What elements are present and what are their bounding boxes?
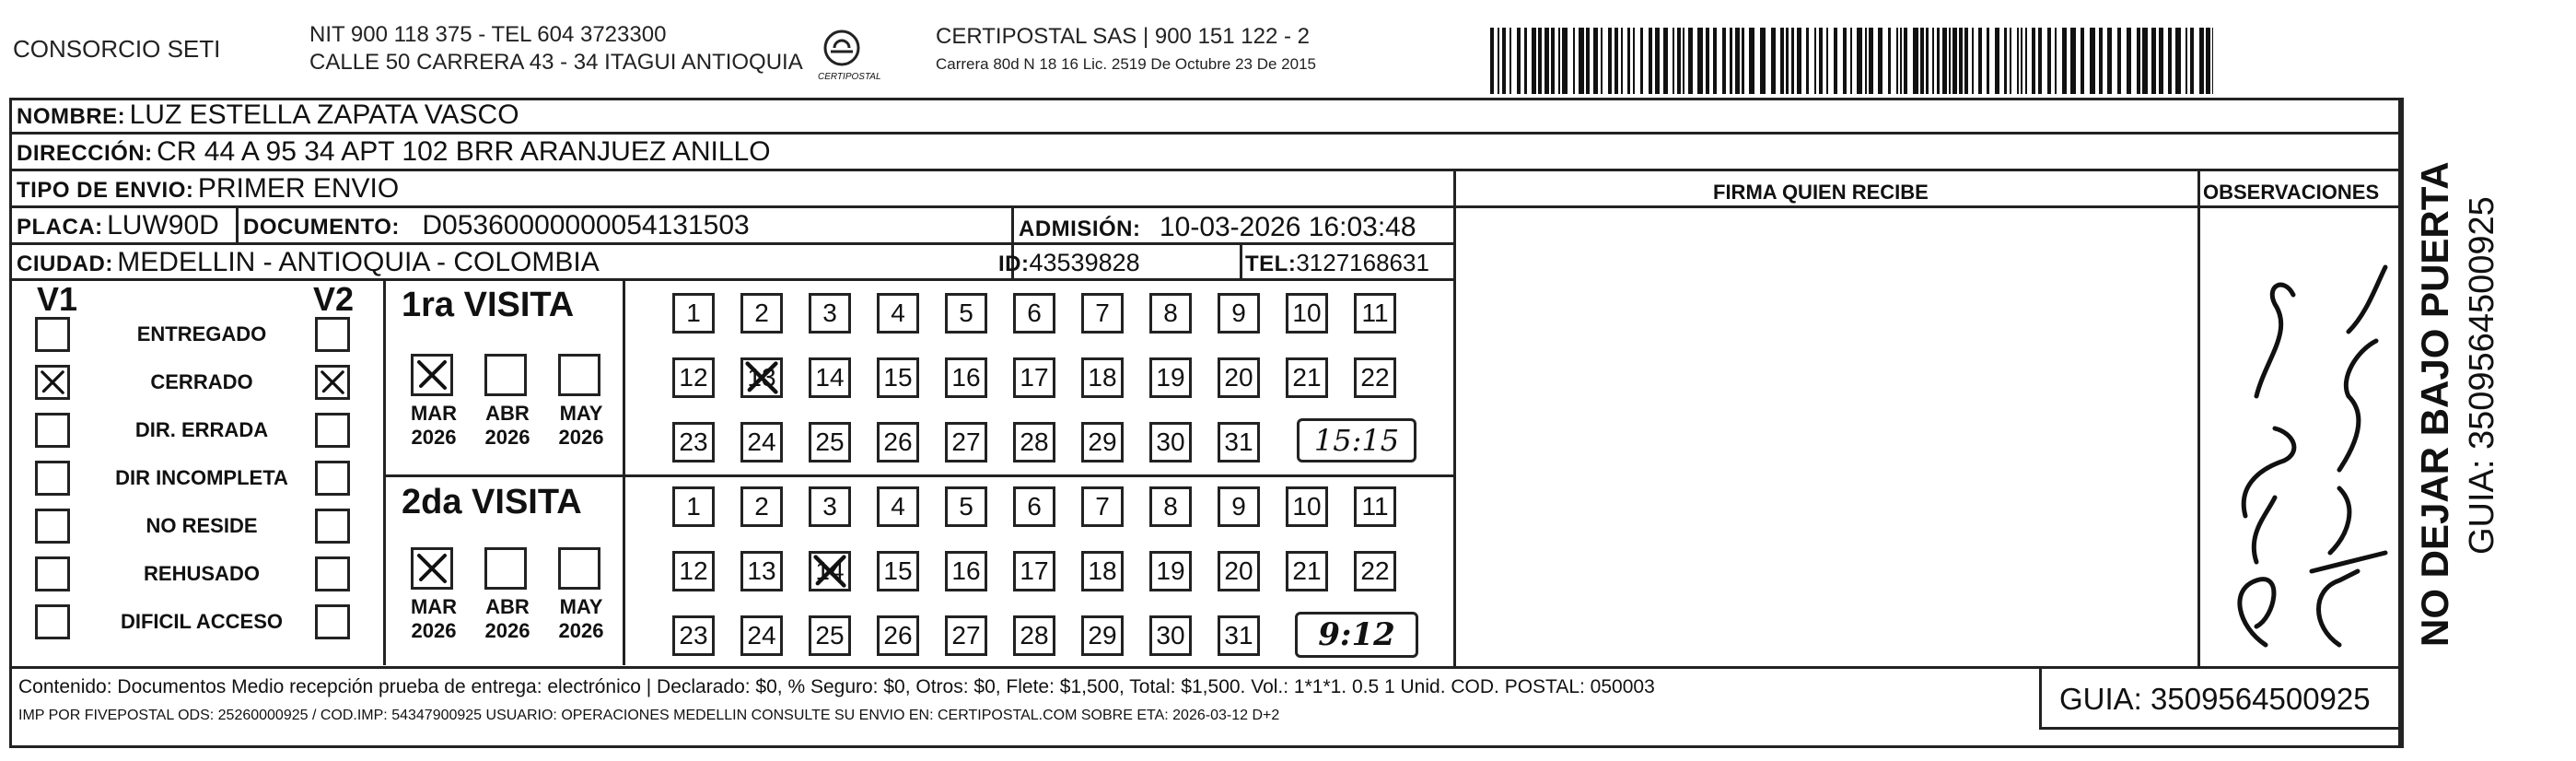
status-v1-checkbox[interactable]: [35, 365, 70, 400]
divider: [236, 205, 239, 242]
status-label: CERRADO: [150, 370, 253, 393]
status-v1-checkbox[interactable]: [35, 556, 70, 591]
footer-line2: IMP POR FIVEPOSTAL ODS: 25260000925 / COD.IMP: 54347900925 USUARIO: OPERACIONES MEDELLIN CONSULTE SU ENVIO EN: CERTIPOSTAL.COM SOBRE ETA: 2026-03-12 D+2: [18, 708, 1280, 723]
visit2-day-box[interactable]: 22: [1354, 551, 1396, 591]
month-name: ABR: [485, 595, 530, 618]
ciudad-field: [17, 247, 600, 278]
barcode-bar: [2081, 28, 2084, 94]
visit2-title: 2da VISITA: [402, 483, 582, 521]
x-mark-icon: [38, 368, 67, 397]
status-v1-checkbox[interactable]: [35, 604, 70, 639]
ciudad-value: MEDELLIN - ANTIOQUIA - COLOMBIA: [117, 247, 600, 277]
documento-label: DOCUMENTO:: [243, 215, 400, 240]
divider: [9, 169, 2401, 171]
barcode-bar: [1735, 28, 1740, 94]
month-name: MAY: [559, 595, 603, 618]
barcode-bar: [1730, 28, 1732, 94]
visit1-day-box[interactable]: 12: [672, 357, 715, 398]
barcode-bar: [2021, 28, 2022, 94]
visit1-day-box[interactable]: 29: [1081, 422, 1124, 462]
status-v2-checkbox[interactable]: [315, 461, 350, 496]
visit2-day-box[interactable]: 21: [1286, 551, 1328, 591]
month-year: 2026: [411, 426, 457, 449]
logo-text: CERTIPOSTAL: [818, 72, 881, 82]
visit1-day-box[interactable]: 30: [1149, 422, 1192, 462]
visit2-day-box[interactable]: 15: [877, 551, 919, 591]
status-v1-checkbox[interactable]: [35, 509, 70, 544]
visit1-day-box[interactable]: 21: [1286, 357, 1328, 398]
barcode-bar: [1742, 28, 1744, 94]
barcode-bar: [1544, 28, 1549, 94]
documento-value: D05360000000054131503: [422, 210, 750, 240]
visit1-day-box[interactable]: 17: [1013, 357, 1055, 398]
barcode-bar: [1538, 28, 1542, 94]
barcode-bar: [2127, 28, 2131, 94]
barcode-bar: [2137, 28, 2140, 94]
footer-line1: Contenido: Documentos Medio recepción prueba de entrega: electrónico | Declarado: $0, % Seguro: $0, Otros: $0, Flete: $1,500, Total: $1,500. Vol.: 1*1*1. 0.5 1 Unid. COD. POSTAL: 050003: [18, 676, 1655, 697]
divider: [383, 474, 1453, 477]
barcode-bar: [1926, 28, 1929, 94]
visit1-day-box[interactable]: 31: [1218, 422, 1260, 462]
barcode-bar: [2004, 28, 2007, 94]
status-v2-checkbox[interactable]: [315, 509, 350, 544]
visit2-month-label: [549, 595, 613, 643]
status-label: DIR. ERRADA: [134, 418, 269, 441]
status-v2-checkbox[interactable]: [315, 317, 350, 352]
visit2-day-box[interactable]: 25: [809, 615, 851, 656]
barcode-bar: [1663, 28, 1668, 94]
barcode-bar: [1826, 28, 1828, 94]
barcode-bar: [1972, 28, 1974, 94]
barcode-bar: [1797, 28, 1801, 94]
visit2-day-box[interactable]: 18: [1081, 551, 1124, 591]
barcode-bar: [1771, 28, 1776, 94]
visit2-day-box[interactable]: 27: [945, 615, 987, 656]
visit1-day-box[interactable]: 18: [1081, 357, 1124, 398]
barcode-bar: [1697, 28, 1703, 94]
visit2-day-box[interactable]: 5: [945, 486, 987, 527]
barcode-bar: [1843, 28, 1847, 94]
barcode-bar: [2010, 28, 2011, 94]
admision-label: ADMISIÓN:: [1019, 217, 1141, 241]
barcode-bar: [1573, 28, 1575, 94]
barcode-bar: [1509, 28, 1511, 94]
visit2-day-box[interactable]: 20: [1218, 551, 1260, 591]
visit2-day-box[interactable]: 14: [809, 551, 851, 591]
tipo-value: PRIMER ENVIO: [197, 173, 400, 204]
visit2-day-box[interactable]: 23: [672, 615, 715, 656]
visit2-day-box[interactable]: 3: [809, 486, 851, 527]
divider: [2039, 666, 2042, 727]
visit2-day-box[interactable]: 2: [740, 486, 783, 527]
barcode-bar: [1633, 28, 1635, 94]
tipo-label: TIPO DE ENVIO:: [17, 178, 194, 203]
visit1-day-box[interactable]: 1: [672, 293, 715, 334]
barcode-bar: [1964, 28, 1968, 94]
nombre-value: LUZ ESTELLA ZAPATA VASCO: [129, 100, 519, 130]
barcode-bar: [1677, 28, 1681, 94]
barcode-bar: [1551, 28, 1555, 94]
visit2-day-box[interactable]: 12: [672, 551, 715, 591]
visit1-month-checkbox[interactable]: [558, 354, 600, 396]
barcode-bar: [1502, 28, 1506, 94]
visit1-day-box[interactable]: 5: [945, 293, 987, 334]
visit1-day-box[interactable]: 11: [1354, 293, 1396, 334]
status-v2-checkbox[interactable]: [315, 556, 350, 591]
divider: [383, 278, 386, 665]
barcode-bar: [1498, 28, 1499, 94]
direccion-field: [17, 136, 771, 168]
nombre-label: NOMBRE:: [17, 104, 126, 129]
barcode-bar: [1850, 28, 1852, 94]
barcode-bar: [1878, 28, 1882, 94]
status-label: NO RESIDE: [146, 514, 258, 537]
visit2-day-box[interactable]: 26: [877, 615, 919, 656]
visit2-month-checkbox[interactable]: [558, 547, 600, 590]
barcode-bar: [1806, 28, 1809, 94]
tel-value: 3127168631: [1296, 249, 1429, 276]
license-line: Carrera 80d N 18 16 Lic. 2519 De Octubre 23 De 2015: [936, 55, 1316, 73]
visit1-month-checkbox[interactable]: [484, 354, 527, 396]
visit1-day-box[interactable]: 22: [1354, 357, 1396, 398]
status-label: DIR INCOMPLETA: [115, 466, 288, 489]
id-field: [998, 249, 1140, 277]
visit2-day-box[interactable]: 16: [945, 551, 987, 591]
x-mark-icon: [414, 550, 450, 587]
visit1-month-label: [549, 402, 613, 450]
barcode-bar: [1683, 28, 1684, 94]
company-name: CONSORCIO SETI: [13, 35, 221, 63]
visit2-day-box[interactable]: 7: [1081, 486, 1124, 527]
visit2-day-box[interactable]: 6: [1013, 486, 1055, 527]
visit1-day-box[interactable]: 2: [740, 293, 783, 334]
barcode-bar: [1562, 28, 1568, 94]
x-mark-icon: [318, 368, 347, 397]
status-label: ENTREGADO: [136, 322, 267, 345]
barcode-bar: [2206, 28, 2210, 94]
visit1-day-box[interactable]: 9: [1218, 293, 1260, 334]
barcode-bar: [1987, 28, 1989, 94]
status-v2-checkbox[interactable]: [315, 604, 350, 639]
barcode-bar: [1640, 28, 1643, 94]
firma-left-border: [1453, 169, 1456, 666]
barcode-bar: [1780, 28, 1784, 94]
v1-label: V1: [37, 280, 78, 318]
barcode-bar: [1865, 28, 1867, 94]
visit1-day-box[interactable]: 19: [1149, 357, 1192, 398]
barcode-bar: [1621, 28, 1623, 94]
visit1-month-label: [402, 402, 466, 450]
tel-field: [1245, 249, 1429, 277]
barcode-bar: [1786, 28, 1789, 94]
id-label: ID:: [998, 252, 1030, 276]
barcode-bar: [1688, 28, 1693, 94]
visit1-day-box[interactable]: 14: [809, 357, 851, 398]
visit1-day-box[interactable]: 6: [1013, 293, 1055, 334]
barcode-bar: [1490, 28, 1494, 94]
tel-label: TEL:: [1245, 252, 1297, 276]
barcode-bar: [2212, 28, 2213, 94]
visit2-day-box[interactable]: 1: [672, 486, 715, 527]
barcode-bar: [1673, 28, 1674, 94]
direccion-value: CR 44 A 95 34 APT 102 BRR ARANJUEZ ANILLO: [157, 136, 771, 167]
visit2-day-box[interactable]: 31: [1218, 615, 1260, 656]
barcode-bar: [2168, 28, 2172, 94]
divider: [623, 278, 625, 665]
visit1-day-box[interactable]: 3: [809, 293, 851, 334]
barcode-bar: [2117, 28, 2121, 94]
visit2-month-label: [402, 595, 466, 643]
barcode-bar: [1888, 28, 1891, 94]
certipostal-line: CERTIPOSTAL SAS | 900 151 122 - 2: [936, 24, 1310, 49]
barcode-bar: [1900, 28, 1902, 94]
status-label: REHUSADO: [144, 562, 260, 585]
v2-label: V2: [313, 280, 355, 318]
visit2-day-box[interactable]: 13: [740, 551, 783, 591]
barcode-bar: [2151, 28, 2156, 94]
barcode-bar: [1713, 28, 1717, 94]
barcode-bar: [1517, 28, 1521, 94]
firma-header: FIRMA QUIEN RECIBE: [1713, 181, 1929, 204]
visit2-day-box[interactable]: 8: [1149, 486, 1192, 527]
divider: [9, 278, 1453, 281]
divider: [2039, 727, 2401, 730]
barcode-bar: [2099, 28, 2103, 94]
status-v1-checkbox[interactable]: [35, 461, 70, 496]
barcode-bar: [1627, 28, 1630, 94]
visit1-day-box[interactable]: 24: [740, 422, 783, 462]
visit1-time: 15:15: [1297, 418, 1416, 462]
certipostal-logo: [818, 24, 892, 87]
status-label: DIFICIL ACCESO: [120, 610, 283, 633]
visit2-day-box[interactable]: 10: [1286, 486, 1328, 527]
barcode: [1490, 28, 2218, 94]
visit2-day-box[interactable]: 29: [1081, 615, 1124, 656]
barcode-bar: [1834, 28, 1837, 94]
barcode-bar: [2017, 28, 2019, 94]
tipo-field: [17, 173, 399, 205]
barcode-bar: [1920, 28, 1924, 94]
month-year: 2026: [411, 619, 457, 642]
barcode-bar: [1814, 28, 1816, 94]
status-v2-checkbox[interactable]: [315, 413, 350, 448]
barcode-bar: [2025, 28, 2027, 94]
month-name: ABR: [485, 402, 530, 425]
month-name: MAY: [559, 402, 603, 425]
visit1-day-box[interactable]: 25: [809, 422, 851, 462]
barcode-bar: [1932, 28, 1934, 94]
visit1-day-box[interactable]: 10: [1286, 293, 1328, 334]
visit2-month-checkbox[interactable]: [484, 547, 527, 590]
barcode-bar: [1749, 28, 1754, 94]
barcode-bar: [1913, 28, 1918, 94]
barcode-bar: [2047, 28, 2051, 94]
barcode-bar: [1952, 28, 1957, 94]
side-divider: [2401, 98, 2404, 748]
visit1-day-box[interactable]: 28: [1013, 422, 1055, 462]
footer-guia: GUIA: 3509564500925: [2059, 682, 2371, 716]
ciudad-label: CIUDAD:: [17, 252, 113, 276]
barcode-bar: [2070, 28, 2076, 94]
barcode-bar: [1949, 28, 1951, 94]
visit1-day-box[interactable]: 15: [877, 357, 919, 398]
barcode-bar: [2159, 28, 2163, 94]
visit2-day-box[interactable]: 28: [1013, 615, 1055, 656]
barcode-bar: [1896, 28, 1898, 94]
barcode-bar: [1614, 28, 1618, 94]
barcode-bar: [2190, 28, 2194, 94]
visit1-month-checkbox[interactable]: [411, 354, 453, 396]
barcode-bar: [1995, 28, 1999, 94]
month-year: 2026: [558, 426, 604, 449]
barcode-bar: [1532, 28, 1536, 94]
visit2-day-box[interactable]: 30: [1149, 615, 1192, 656]
visit1-day-box[interactable]: 16: [945, 357, 987, 398]
divider: [9, 205, 1453, 208]
visit1-title: 1ra VISITA: [402, 286, 575, 324]
month-year: 2026: [484, 619, 530, 642]
barcode-bar: [1608, 28, 1612, 94]
status-v1-checkbox[interactable]: [35, 413, 70, 448]
barcode-bar: [1937, 28, 1940, 94]
visit2-day-box[interactable]: 11: [1354, 486, 1396, 527]
month-name: MAR: [410, 595, 458, 618]
placa-field: [17, 210, 219, 241]
visit2-day-box[interactable]: 17: [1013, 551, 1055, 591]
visit1-day-box[interactable]: 7: [1081, 293, 1124, 334]
barcode-bar: [1524, 28, 1527, 94]
barcode-bar: [2199, 28, 2204, 94]
visit1-day-box[interactable]: 23: [672, 422, 715, 462]
visit2-day-box[interactable]: 24: [740, 615, 783, 656]
barcode-bar: [1857, 28, 1862, 94]
barcode-bar: [2142, 28, 2148, 94]
visit1-day-box[interactable]: 20: [1218, 357, 1260, 398]
handwritten-signature: [2201, 240, 2399, 663]
month-name: MAR: [410, 402, 458, 425]
barcode-bar: [1819, 28, 1823, 94]
month-year: 2026: [484, 426, 530, 449]
barcode-bar: [1760, 28, 1766, 94]
placa-label: PLACA:: [17, 215, 103, 240]
divider: [9, 132, 2401, 135]
visit1-day-box[interactable]: 13: [740, 357, 783, 398]
visit2-month-checkbox[interactable]: [411, 547, 453, 590]
barcode-bar: [2090, 28, 2095, 94]
barcode-bar: [2032, 28, 2035, 94]
barcode-bar: [1649, 28, 1652, 94]
direccion-label: DIRECCIÓN:: [17, 141, 153, 166]
documento-field: [243, 210, 750, 241]
divider: [9, 666, 2401, 669]
admision-value: 10-03-2026 16:03:48: [1159, 212, 1416, 242]
visit2-time: 9:12: [1295, 612, 1418, 658]
month-year: 2026: [558, 619, 604, 642]
barcode-bar: [1869, 28, 1873, 94]
barcode-bar: [2062, 28, 2067, 94]
barcode-bar: [1593, 28, 1598, 94]
barcode-bar: [1655, 28, 1660, 94]
barcode-bar: [1579, 28, 1584, 94]
x-mark-icon: [414, 357, 450, 393]
divider: [1453, 205, 2401, 208]
x-mark-icon: [809, 551, 851, 591]
barcode-bar: [1904, 28, 1907, 94]
barcode-bar: [2038, 28, 2042, 94]
visit1-month-label: [475, 402, 540, 450]
status-v1-checkbox[interactable]: [35, 317, 70, 352]
visit1-day-box[interactable]: 8: [1149, 293, 1192, 334]
nit-line: NIT 900 118 375 - TEL 604 3723300: [309, 22, 667, 47]
visit1-day-box[interactable]: 26: [877, 422, 919, 462]
admision-field: [1019, 212, 1416, 243]
no-dejar-text: NO DEJAR BAJO PUERTA: [2413, 161, 2456, 647]
visit2-month-label: [475, 595, 540, 643]
obs-left-border: [2197, 169, 2200, 666]
side-guia: GUIA: 3509564500925: [2463, 196, 2501, 555]
visit1-day-box[interactable]: 4: [877, 293, 919, 334]
barcode-bar: [2175, 28, 2181, 94]
barcode-bar: [2186, 28, 2187, 94]
visit2-day-box[interactable]: 19: [1149, 551, 1192, 591]
id-value: 43539828: [1029, 249, 1140, 276]
address-line: CALLE 50 CARRERA 43 - 34 ITAGUI ANTIOQUIA: [309, 50, 803, 75]
barcode-bar: [1959, 28, 1963, 94]
barcode-bar: [1601, 28, 1603, 94]
barcode-bar: [1558, 28, 1560, 94]
x-mark-icon: [740, 357, 783, 398]
barcode-bar: [1722, 28, 1726, 94]
visit2-day-box[interactable]: 9: [1218, 486, 1260, 527]
visit1-day-box[interactable]: 27: [945, 422, 987, 462]
barcode-bar: [1791, 28, 1794, 94]
barcode-bar: [2107, 28, 2112, 94]
barcode-bar: [2055, 28, 2057, 94]
barcode-bar: [1586, 28, 1590, 94]
observaciones-header: OBSERVACIONES: [2203, 181, 2380, 204]
nombre-field: [17, 100, 519, 131]
barcode-bar: [1706, 28, 1709, 94]
divider: [1240, 242, 1242, 279]
visit2-day-box[interactable]: 4: [877, 486, 919, 527]
barcode-bar: [1942, 28, 1947, 94]
placa-value: LUW90D: [107, 210, 219, 240]
status-v2-checkbox[interactable]: [315, 365, 350, 400]
barcode-bar: [1978, 28, 1982, 94]
